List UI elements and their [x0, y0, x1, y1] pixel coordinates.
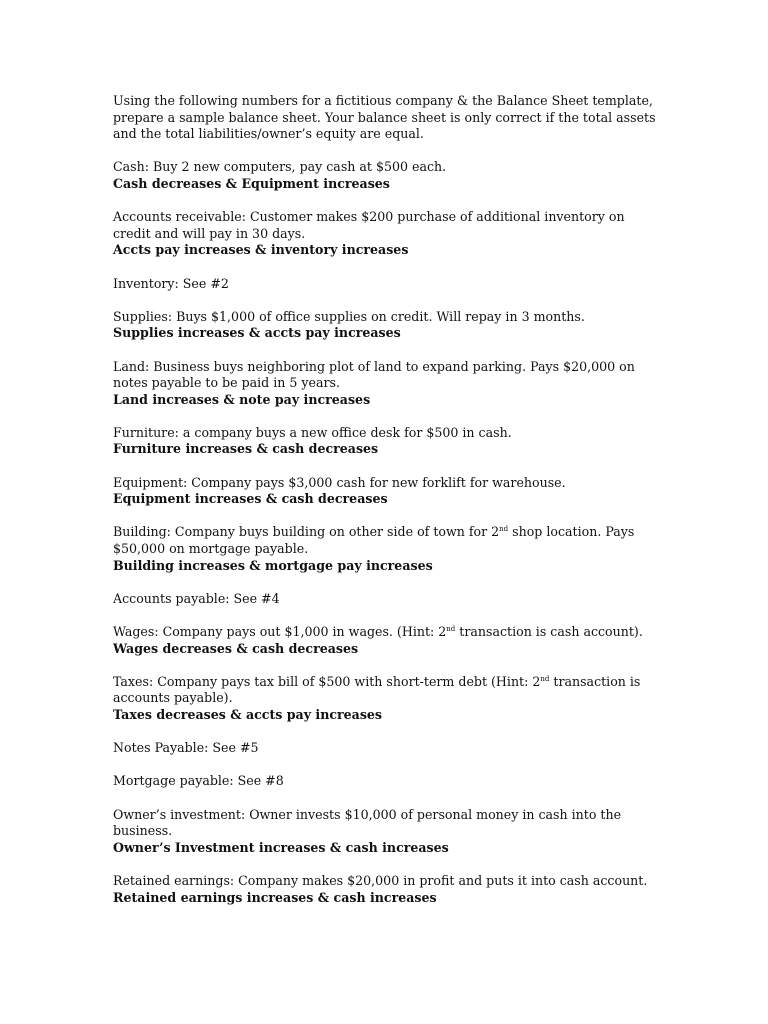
entry-answer: Accts pay increases & inventory increases: [113, 242, 409, 258]
entry-accounts-receivable: [113, 209, 658, 259]
entry-question: [113, 524, 658, 557]
entry-retained-earnings: [113, 873, 658, 906]
entry-answer: Wages decreases & cash decreases: [113, 640, 359, 656]
entry-question: Accounts receivable: Customer makes $200 purchase of additional inventory on credit and will pay in 30 days.: [113, 209, 625, 241]
entry-answer: Land increases & note pay increases: [113, 391, 371, 407]
entry-supplies: [113, 309, 658, 342]
entry-question: [113, 674, 658, 707]
entry-accounts-payable: [113, 591, 658, 608]
document-page: [113, 93, 658, 923]
entry-answer: Owner’s Investment increases & cash increases: [113, 839, 449, 855]
ordinal-suffix: nd: [446, 624, 456, 633]
entry-question-text: transaction is cash account).: [455, 624, 643, 639]
entry-notes-payable: [113, 740, 658, 757]
entry-mortgage-payable: [113, 773, 658, 790]
entry-answer: Retained earnings increases & cash increases: [113, 889, 437, 905]
entry-equipment: [113, 475, 658, 508]
entry-question: Cash: Buy 2 new computers, pay cash at $500 each.: [113, 159, 447, 175]
ordinal-suffix: nd: [540, 674, 550, 683]
entry-answer: Supplies increases & accts pay increases: [113, 325, 401, 341]
entry-question-text: Taxes: Company pays tax bill of $500 with short-term debt (Hint: 2: [113, 673, 541, 689]
entry-answer: Equipment increases & cash decreases: [113, 491, 388, 507]
entry-question: [113, 624, 658, 641]
entry-question: Notes Payable: See #5: [113, 740, 259, 756]
ordinal-suffix: nd: [499, 525, 509, 534]
entry-taxes: [113, 674, 658, 724]
entry-question: Furniture: a company buys a new office desk for $500 in cash.: [113, 424, 512, 440]
entry-cash: [113, 159, 658, 192]
entry-question-text: shop location. Pays $50,000 on mortgage payable.: [113, 524, 635, 557]
entry-building: [113, 524, 658, 574]
entry-owners-investment: [113, 807, 658, 857]
entry-question: Supplies: Buys $1,000 of office supplies on credit. Will repay in 3 months.: [113, 308, 585, 324]
intro-paragraph: Using the following numbers for a fictitious company & the Balance Sheet template, prepare a sample balance sheet. Your balance sheet is only correct if the total assets and the total liabilities/owner’s equity are equal.: [113, 93, 656, 142]
entry-answer: Furniture increases & cash decreases: [113, 441, 379, 457]
entry-question: Land: Business buys neighboring plot of land to expand parking. Pays $20,000 on notes payable to be paid in 5 years.: [113, 358, 635, 391]
entry-answer: Taxes decreases & accts pay increases: [113, 706, 383, 722]
entry-question: Inventory: See #2: [113, 275, 229, 291]
entry-wages: [113, 624, 658, 657]
entry-question: Equipment: Company pays $3,000 cash for new forklift for warehouse.: [113, 474, 566, 490]
entry-furniture: [113, 425, 658, 458]
entry-question: Owner’s investment: Owner invests $10,000 of personal money in cash into the business.: [113, 806, 622, 839]
entry-question-text: Building: Company buys building on other side of town for 2: [113, 524, 500, 540]
entry-answer: Cash decreases & Equipment increases: [113, 175, 390, 191]
entry-land: [113, 359, 658, 409]
entry-inventory: [113, 276, 658, 293]
entry-question: Accounts payable: See #4: [113, 590, 280, 606]
entry-answer: Building increases & mortgage pay increases: [113, 557, 433, 573]
entry-question: Mortgage payable: See #8: [113, 773, 284, 789]
entry-question: Retained earnings: Company makes $20,000 in profit and puts it into cash account.: [113, 872, 648, 888]
entry-question-text: Wages: Company pays out $1,000 in wages. (Hint: 2: [113, 624, 447, 639]
entry-question-text: transaction is accounts payable).: [113, 673, 641, 706]
